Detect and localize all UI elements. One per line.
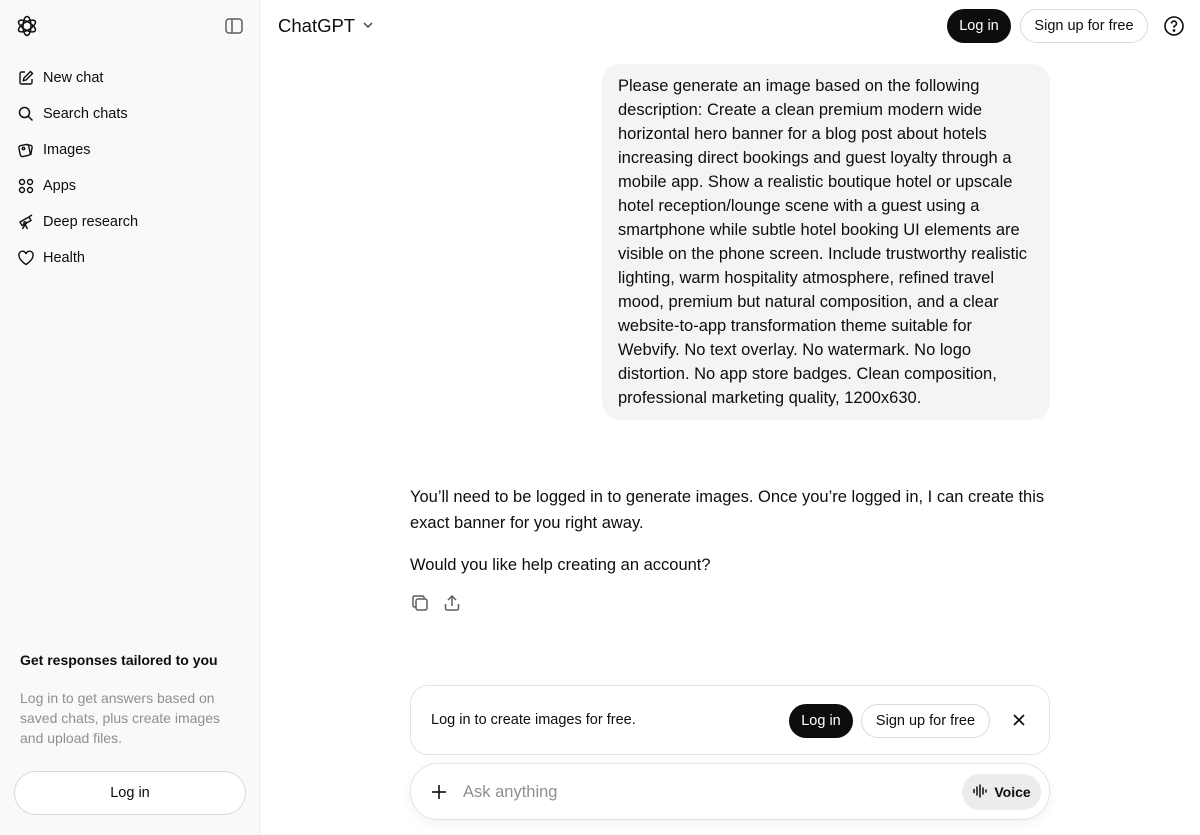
assistant-message (410, 484, 1050, 594)
sidebar-nav (8, 60, 252, 276)
share-icon[interactable] (442, 593, 462, 613)
ask-input[interactable] (463, 778, 943, 806)
sidebar-item-search-chats[interactable] (8, 96, 252, 132)
sidebar-item-label: Apps (43, 178, 77, 194)
message-actions (410, 593, 462, 613)
chevron-down-icon (361, 15, 375, 37)
sidebar-item-health[interactable] (8, 240, 252, 276)
sidebar-toggle-icon[interactable] (224, 16, 244, 36)
images-icon (17, 141, 35, 159)
sidebar-item-apps[interactable] (8, 168, 252, 204)
banner-signup-button[interactable]: Sign up for free (861, 704, 990, 738)
model-selector[interactable] (278, 15, 375, 37)
assistant-paragraph: Would you like help creating an account? (410, 556, 711, 574)
model-name: ChatGPT (278, 15, 356, 36)
sidebar-item-deep-research[interactable] (8, 204, 252, 240)
promo-text: Log in to get answers based on saved chats, plus create images and upload files. (20, 690, 220, 746)
sidebar-item-new-chat[interactable] (8, 60, 252, 96)
sidebar-item-label: Search chats (43, 106, 128, 122)
voice-button[interactable] (962, 774, 1041, 810)
openai-logo-icon[interactable] (15, 14, 39, 38)
apps-icon (17, 177, 35, 195)
login-banner-text: Log in to create images for free. (431, 712, 636, 728)
telescope-icon (17, 213, 35, 231)
sidebar-login-button[interactable]: Log in (14, 771, 246, 815)
sidebar-item-images[interactable] (8, 132, 252, 168)
search-icon (17, 105, 35, 123)
heart-icon (17, 249, 35, 267)
banner-login-button[interactable]: Log in (789, 704, 853, 738)
composer (410, 763, 1050, 820)
waveform-icon (972, 783, 988, 802)
sidebar-item-label: Deep research (43, 214, 139, 230)
promo-title: Get responses tailored to you (20, 652, 218, 668)
copy-icon[interactable] (410, 593, 430, 613)
header-signup-button[interactable]: Sign up for free (1020, 9, 1148, 43)
sidebar (0, 0, 260, 835)
plus-icon[interactable] (429, 782, 449, 802)
sidebar-item-label: Health (43, 250, 85, 266)
login-banner (410, 685, 1050, 755)
header-login-button[interactable]: Log in (947, 9, 1011, 43)
close-icon[interactable] (1010, 711, 1028, 729)
sidebar-item-label: Images (43, 142, 91, 158)
user-message: Please generate an image based on the following description: Create a clean premium modern wide horizontal hero banner for a blog post about hotels increasing direct bookings and guest loyalty through a mobile app. Show a realistic boutique hotel or upscale hotel reception/lounge scene with a guest using a smartphone while subtle hotel booking UI elements are visible on the phone screen. Include trustworthy realistic lighting, warm hospitality atmosphere, refined travel mood, premium but natural composition, and a clear website-to-app transformation theme suitable for Webvify. No text overlay. No watermark. No logo distortion. No app store badges. Clean composition, professional marketing quality, 1200x630. (602, 64, 1050, 420)
sidebar-item-label: New chat (43, 70, 104, 86)
compose-icon (17, 69, 35, 87)
assistant-paragraph: You’ll need to be logged in to generate images. Once you’re logged in, I can create this exact banner for you right away. (410, 488, 1045, 532)
voice-label: Voice (994, 784, 1031, 800)
help-icon[interactable] (1163, 15, 1185, 37)
